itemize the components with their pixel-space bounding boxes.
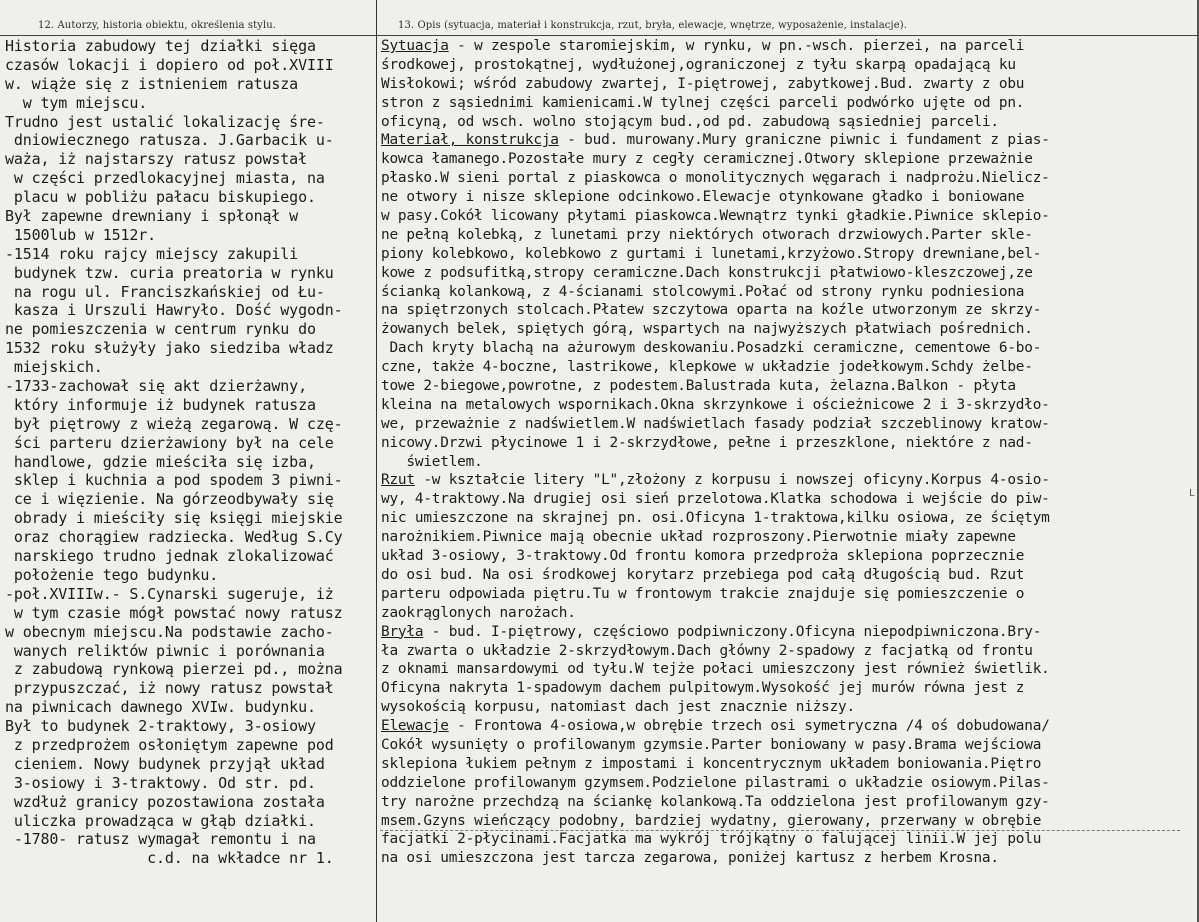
description-line <box>381 377 1195 396</box>
description-line <box>381 207 1195 226</box>
description-text: świetlem. <box>381 453 483 470</box>
description-text: zaokrąglonych narożach. <box>381 604 576 621</box>
history-line: -1733-zachował się akt dzierżawny, <box>5 377 307 396</box>
description-line <box>381 150 1195 169</box>
history-line: wanych reliktów piwnic i porównania <box>5 641 325 660</box>
history-line: przypuszczać, iż nowy ratusz powstał <box>5 679 334 698</box>
description-text: do osi bud. Na osi środkowej korytarz przebiega pod całą długością bud. Rzut <box>381 566 1025 583</box>
history-line: z zabudową rynkową pierzei pd., można <box>5 660 343 679</box>
description-text: wysokością korpusu, natomiast dach jest znacznie niższy. <box>381 699 855 716</box>
history-line: który informuje iż budynek ratusza <box>5 395 316 414</box>
description-line <box>381 453 1195 472</box>
description-line <box>381 660 1195 679</box>
description-line <box>381 774 1195 793</box>
history-line: na rogu ul. Franciszkańskiej od Łu- <box>5 282 325 301</box>
section-keyword: Rzut <box>381 472 415 489</box>
history-line: -1780- ratusz wymagał remontu i na <box>5 830 316 849</box>
description-line <box>381 301 1195 320</box>
history-line: Był zapewne drewniany i spłonął w <box>5 207 299 226</box>
description-text: towe 2-biegowe,powrotne, z podestem.Balustrada kuta, żelazna.Balkon - płyta <box>381 378 1016 395</box>
history-line: na piwnicach dawnego XVIw. budynku. <box>5 698 316 717</box>
description-text: z oknami mansardowymi od tyłu.W tejże połaci umieszczony jest również świetlik. <box>381 661 1050 678</box>
description-text: - w zespole staromiejskim, w rynku, w pn.-wsch. pierzei, na parceli <box>448 38 1025 54</box>
description-line <box>381 396 1195 415</box>
description-text: układ 3-osiowy, 3-traktowy.Od frontu komora przedproża sklepiona poprzecznie <box>381 548 1025 565</box>
history-line: 1500lub w 1512r. <box>5 225 156 244</box>
history-line: w. wiąże się z istnieniem ratusza <box>5 74 299 93</box>
description-line <box>381 849 1195 868</box>
description-line <box>381 755 1195 774</box>
section-13-header: 13. Opis (sytuacja, materiał i konstrukcja, rzut, bryła, elewacje, wnętrze, wyposażenie, instalacje). <box>398 20 907 31</box>
history-line: sklep i kuchnia a pod spodem 3 piwni- <box>5 471 343 490</box>
history-line: cieniem. Nowy budynek przyjął układ <box>5 754 325 773</box>
history-line: był piętrowy z wieżą zegarową. W czę- <box>5 414 343 433</box>
description-text: środkowej, prostokątnej, wydłużonej,ograniczonej z tyłu skarpą opadającą ku <box>381 56 1016 73</box>
description-line <box>381 623 1195 642</box>
history-line: kasza i Urszuli Hawryło. Dość wygodn- <box>5 301 343 320</box>
description-text: Cokół wysunięty o profilowanym gzymsie.Parter boniowany w pasy.Brama wejściowa <box>381 736 1042 753</box>
history-line: c.d. na wkładce nr 1. <box>5 849 334 868</box>
description-text: płasko.W sieni portal z piaskowca o monolitycznych węgarach i nadprożu.Nielicz- <box>381 170 1050 187</box>
history-column <box>5 37 376 917</box>
description-line <box>381 736 1195 755</box>
header-divider <box>0 35 1199 36</box>
description-text: Wisłokowi; wśród zabudowy zwartej, I-piętrowej, zabytkowej.Bud. zwarty z obu <box>381 75 1025 92</box>
description-line <box>381 188 1195 207</box>
description-text: kowca łamanego.Pozostałe mury z cegły ceramicznej.Otwory sklepione przeważnie <box>381 151 1033 168</box>
description-line <box>381 245 1195 264</box>
description-line <box>381 113 1195 132</box>
history-line: czasów lokacji i dopiero od poł.XVIII <box>5 55 334 74</box>
history-line: Trudno jest ustalić lokalizację śre- <box>5 112 325 131</box>
section-12-header: 12. Autorzy, historia obiektu, określenia stylu. <box>38 20 277 31</box>
history-line: uliczka prowadząca w głąb działki. <box>5 811 316 830</box>
description-text: w pasy.Cokół licowany płytami piaskowca.Wewnątrz tynki gładkie.Piwnice sklepio- <box>381 208 1050 225</box>
column-divider <box>376 0 377 922</box>
history-line: z przedprożem osłoniętym zapewne pod <box>5 735 334 754</box>
description-line <box>381 37 1195 56</box>
description-line <box>381 528 1195 547</box>
history-line: wzdłuż granicy pozostawiona została <box>5 792 325 811</box>
description-line <box>381 604 1195 623</box>
description-text: czne, także 4-boczne, lastrikowe, klepkowe w układzie jodełkowym.Schdy żelbe- <box>381 359 1033 376</box>
description-text: kleina na metalowych wspornikach.Okna skrzynkowe i ościeżnicowe 2 i 3-skrzydło- <box>381 396 1050 413</box>
history-line: w obecnym miejscu.Na podstawie zacho- <box>5 622 334 641</box>
history-line: miejskich. <box>5 358 103 377</box>
description-line <box>381 358 1195 377</box>
description-line <box>381 226 1195 245</box>
description-text: kowe z podsufitką,stropy ceramiczne.Dach konstrukcji płatwiowo-kleszczowej,ze <box>381 264 1033 281</box>
description-text: na spiętrzonych stolcach.Płatew szczytowa oparta na koźle utworzonym ze skrzy- <box>381 302 1042 319</box>
history-line: oraz chorągiew radziecka. Według S.Cy <box>5 528 343 547</box>
description-text: -w kształcie litery "L",złożony z korpusu i nowszej oficyny.Korpus 4-osio- <box>414 472 1050 489</box>
description-line <box>381 812 1195 831</box>
section-keyword: Bryła <box>381 623 424 640</box>
description-line <box>381 547 1195 566</box>
history-line: 3-osiowy i 3-traktowy. Od str. pd. <box>5 773 316 792</box>
description-text: ne pełną kolebką, z lunetami przy niektórych otworach drzwiowych.Parter skle- <box>381 226 1033 243</box>
description-text: ścianką kolankową, z 4-ścianami stolcowymi.Połać od strony rynku podniesiona <box>381 283 1025 300</box>
description-line <box>381 509 1195 528</box>
history-line: Historia zabudowy tej działki sięga <box>5 37 316 55</box>
history-line: -1514 roku rajcy miejscy zakupili <box>5 244 299 263</box>
description-text: - bud. murowany.Mury graniczne piwnic i fundament z pias- <box>558 132 1050 149</box>
history-line: ne pomieszczenia w centrum rynku do <box>5 320 316 339</box>
description-text: na osi umieszczona jest tarcza zegarowa, poniżej kartusz z herbem Krosna. <box>381 850 999 867</box>
description-text: nic umieszczone na skrajnej pn. osi.Oficyna 1-traktowa,kilku osiowa, ze ściętym <box>381 510 1050 527</box>
description-text: Oficyna nakryta 1-spadowym dachem pulpitowym.Wysokość jej murów równa jest z <box>381 680 1025 697</box>
description-text: - Frontowa 4-osiowa,w obrębie trzech osi symetryczna /4 oś dobudowana/ <box>448 718 1050 735</box>
description-line <box>381 679 1195 698</box>
description-line <box>381 642 1195 661</box>
page-marker: L <box>1188 488 1195 499</box>
description-text: ne otwory i nisze sklepione odcinkowo.Elewacje otynkowane gładko i boniowane <box>381 189 1025 206</box>
history-line: narskiego trudno jednak zlokalizować <box>5 547 334 566</box>
description-text: ła zwarta o układzie 2-skrzydłowym.Dach główny 2-spadowy z facjatką od frontu <box>381 642 1033 659</box>
description-text: nicowy.Drzwi płycinowe 1 i 2-skrzydłowe, pełne i przeszklone, niektóre z nad- <box>381 434 1033 451</box>
history-line: Był to budynek 2-traktowy, 3-osiowy <box>5 717 316 736</box>
history-line: -poł.XVIIIw.- S.Cynarski sugeruje, iż <box>5 584 334 603</box>
description-text: oddzielone profilowanym gzymsem.Podzielone pilastrami o układzie osiowym.Pilas- <box>381 774 1050 791</box>
description-line <box>381 339 1195 358</box>
history-line: handlowe, gdzie mieściła się izba, <box>5 452 316 471</box>
description-text: msem.Gzyns wieńczący podobny, bardziej wydatny, gierowany, przerwany w obrębie <box>381 812 1042 829</box>
history-line: ce i więzienie. Na górzeodbywały się <box>5 490 334 509</box>
description-text: sklepiona łukiem pełnym z impostami i koncentrycznym układem boniowania.Piętro <box>381 755 1042 772</box>
description-line <box>381 830 1195 849</box>
description-column <box>381 37 1195 917</box>
section-keyword: Materiał, konstrukcja <box>381 132 559 149</box>
description-text: try narożne przechdzą na ściankę kolankową.Ta oddzielona jest profilowanym gzy- <box>381 793 1050 810</box>
history-line: obrady i mieściły się księgi miejskie <box>5 509 343 528</box>
description-line <box>381 169 1195 188</box>
description-line <box>381 56 1195 75</box>
history-line: placu w pobliżu pałacu biskupiego. <box>5 188 316 207</box>
description-line <box>381 566 1195 585</box>
description-text: wy, 4-traktowy.Na drugiej osi sień przelotowa.Klatka schodowa i wejście do piw- <box>381 491 1050 508</box>
description-text: facjatki 2-płycinami.Facjatka ma wykrój trójkątny o falującej linii.W jej polu <box>381 831 1042 848</box>
description-text: parteru odpowiada piętru.Tu w frontowym trakcie znajduje się pomieszczenie o <box>381 585 1025 602</box>
description-line <box>381 264 1195 283</box>
description-line <box>381 717 1195 736</box>
history-line: dniowiecznego ratusza. J.Garbacik u- <box>5 131 334 150</box>
description-line <box>381 131 1195 150</box>
description-line <box>381 490 1195 509</box>
section-keyword: Sytuacja <box>381 38 449 54</box>
history-line: w części przedlokacyjnej miasta, na <box>5 169 325 188</box>
history-line: ści parteru dzierżawiony był na cele <box>5 433 334 452</box>
description-text: stron z sąsiednimi kamienicami.W tylnej części parceli podwórko ujęte od pn. <box>381 94 1025 111</box>
description-text: - bud. I-piętrowy, częściowo podpiwniczony.Oficyna niepodpiwniczona.Bry- <box>423 623 1042 640</box>
history-line: położenie tego budynku. <box>5 565 219 584</box>
description-line <box>381 793 1195 812</box>
description-line <box>381 471 1195 490</box>
history-line: budynek tzw. curia preatoria w rynku <box>5 263 334 282</box>
description-text: piony kolebkowo, kolebkowo z gurtami i lunetami,krzyżowo.Stropy drewniane,bel- <box>381 245 1042 262</box>
description-text: żowanych belek, spiętych górą, wspartych na najwyższych płatwiach pośrednich. <box>381 321 1033 338</box>
description-line <box>381 434 1195 453</box>
description-line <box>381 320 1195 339</box>
description-text: we, przeważnie z nadświetlem.W nadświetlach fasady podział szczeblinowy kratow- <box>381 415 1050 432</box>
history-line: 1532 roku służyły jako siedziba władz <box>5 339 334 358</box>
description-line <box>381 585 1195 604</box>
description-line <box>381 415 1195 434</box>
description-line <box>381 283 1195 302</box>
history-line: w tym czasie mógł powstać nowy ratusz <box>5 603 343 622</box>
history-line: w tym miejscu. <box>5 93 148 112</box>
description-line <box>381 94 1195 113</box>
history-line: waża, iż najstarszy ratusz powstał <box>5 150 307 169</box>
description-line <box>381 75 1195 94</box>
description-text: narożnikiem.Piwnice mają obecnie układ rozproszony.Pierwotnie miały zapewne <box>381 529 1016 546</box>
description-line <box>381 698 1195 717</box>
description-text: oficyną, od wsch. wolno stojącym bud.,od pd. zabudową sąsiedniej parceli. <box>381 113 999 130</box>
description-text: Dach kryty blachą na ażurowym deskowaniu.Posadzki ceramiczne, cementowe 6-bo- <box>381 340 1042 357</box>
section-keyword: Elewacje <box>381 718 449 735</box>
